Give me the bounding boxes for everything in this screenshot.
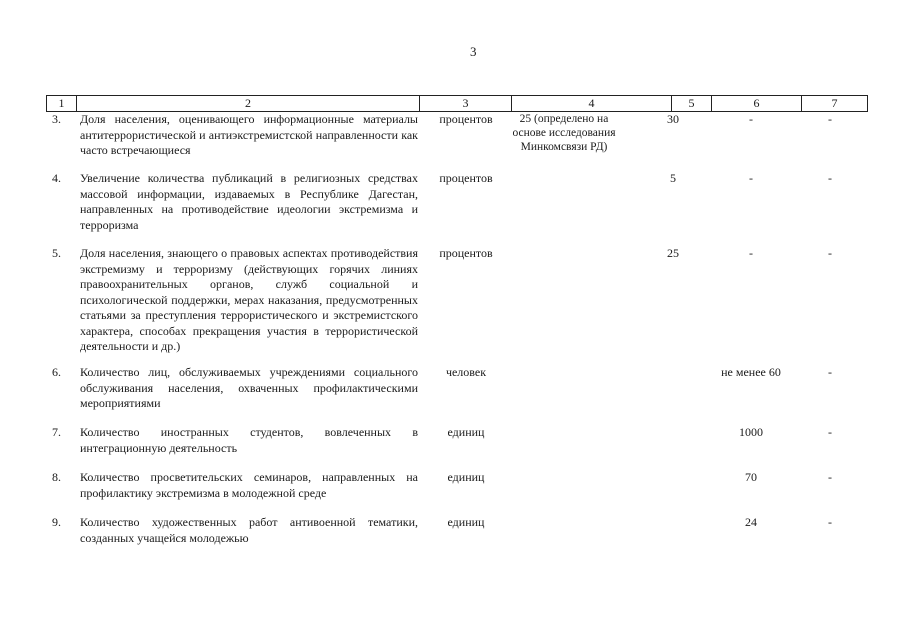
indicator-text: Доля населения, знающего о правовых аспектах противодействия экстремизму и терроризму (действующих горячих линиях правоохранительных органов, служб социальной и психологической поддержки, мерах наказания, предусмотренных статьями за преступления террористического и экстремистского характера, способах прекращения участия в террористической деятельности и др.) (80, 246, 418, 353)
value-col6: не менее 60 (721, 365, 781, 379)
value-col7: - (828, 425, 832, 439)
unit-cell: единиц (447, 425, 485, 439)
value-col7: - (828, 171, 832, 185)
unit-cell: процентов (439, 171, 493, 185)
indicator-text: Увеличение количества публикаций в религиозных средствах массовой информации, издаваемых в Республике Дагестан, направленных на противодействие идеологии экстремизма и терроризма (80, 171, 418, 232)
table-header-row (46, 95, 868, 112)
value-col5: 25 (667, 246, 679, 260)
value-col6: 70 (745, 470, 757, 484)
column-header-7: 7 (801, 96, 868, 111)
value-col7: - (828, 246, 832, 260)
unit-cell: процентов (439, 112, 493, 126)
value-col5: 30 (667, 112, 679, 126)
row-number: 3. (52, 112, 61, 126)
indicator-text: Доля населения, оценивающего информационные материалы антитеррористической и антиэкстремистской направленности как часто встречающиеся (80, 112, 418, 157)
value-col7: - (828, 365, 832, 379)
column-header-2: 2 (76, 96, 419, 111)
baseline-value: 25 (определено на основе исследования Минкомсвязи РД) (512, 113, 616, 153)
value-col7: - (828, 112, 832, 126)
value-col7: - (828, 470, 832, 484)
column-header-6: 6 (711, 96, 801, 111)
column-header-1: 1 (46, 96, 76, 111)
value-col6: - (749, 171, 753, 185)
row-number: 6. (52, 365, 61, 379)
indicator-text: Количество просветительских семинаров, направленных на профилактику экстремизма в молодежной среде (80, 470, 418, 500)
value-col5: 5 (670, 171, 676, 185)
column-header-4: 4 (511, 96, 671, 111)
unit-cell: человек (445, 365, 487, 379)
value-col7: - (828, 515, 832, 529)
column-header-3: 3 (419, 96, 511, 111)
unit-cell: единиц (447, 515, 485, 529)
value-col6: 1000 (739, 425, 763, 439)
row-number: 7. (52, 425, 61, 439)
unit-cell: единиц (447, 470, 485, 484)
indicator-text: Количество иностранных студентов, вовлеченных в интеграционную деятельность (80, 425, 418, 455)
row-number: 8. (52, 470, 61, 484)
indicator-text: Количество лиц, обслуживаемых учреждениями социального обслуживания населения, охваченных профилактическими мероприятиями (80, 365, 418, 410)
value-col6: - (749, 112, 753, 126)
row-number: 4. (52, 171, 61, 185)
unit-cell: процентов (439, 246, 493, 260)
row-number: 9. (52, 515, 61, 529)
value-col6: 24 (745, 515, 757, 529)
row-number: 5. (52, 246, 61, 260)
page-number: 3 (470, 44, 477, 59)
indicator-text: Количество художественных работ антивоенной тематики, созданных учащейся молодежью (80, 515, 418, 545)
value-col6: - (749, 246, 753, 260)
column-header-5: 5 (671, 96, 711, 111)
